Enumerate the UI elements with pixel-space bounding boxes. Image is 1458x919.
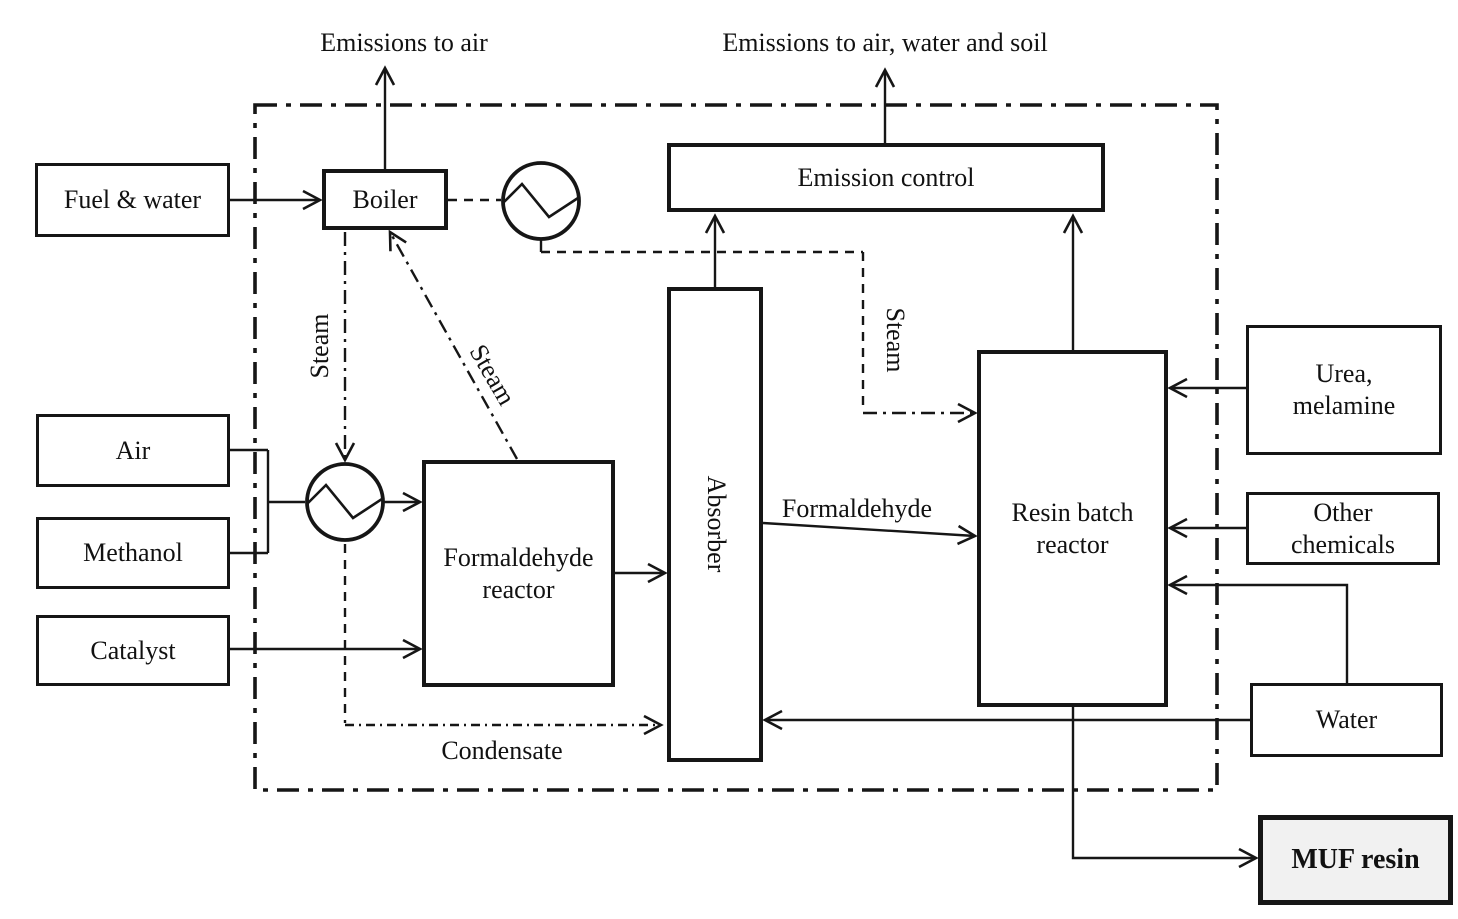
node-formaldehyde-reactor bbox=[422, 460, 615, 687]
node-emission-control bbox=[667, 143, 1105, 212]
feed-heat-exchanger-icon bbox=[307, 464, 383, 540]
node-emission-control-label: Emission control bbox=[797, 162, 975, 192]
node-fuel-water-label: Fuel & water bbox=[63, 185, 202, 215]
formaldehyde-stream-label: Formaldehyde bbox=[781, 494, 933, 523]
node-methanol bbox=[36, 517, 230, 589]
node-formaldehyde-reactor-line1: Formaldehyde bbox=[443, 542, 594, 572]
node-other-chemicals-line1: Other bbox=[1313, 497, 1373, 527]
node-formaldehyde-reactor-line2: reactor bbox=[482, 574, 555, 604]
node-boiler bbox=[322, 169, 448, 230]
node-muf-resin-label: MUF resin bbox=[1291, 843, 1420, 875]
line-reactor-to-muf bbox=[1073, 707, 1256, 858]
node-water-label: Water bbox=[1315, 705, 1378, 735]
node-muf-resin bbox=[1258, 815, 1453, 905]
node-boiler-label: Boiler bbox=[352, 184, 418, 214]
steam-to-feed-hx-label: Steam bbox=[305, 313, 334, 379]
node-methanol-label: Methanol bbox=[83, 538, 183, 568]
node-resin-batch-reactor-line1: Resin batch bbox=[1011, 497, 1134, 527]
node-catalyst bbox=[36, 615, 230, 686]
line-formaldehyde bbox=[763, 523, 975, 536]
node-resin-batch-reactor bbox=[977, 350, 1168, 707]
steam-reactor-to-boiler-label: Steam bbox=[463, 339, 522, 411]
node-urea-melamine-line1: Urea, bbox=[1315, 359, 1373, 389]
condensate-label: Condensate bbox=[441, 736, 563, 765]
node-other-chemicals-line2: chemicals bbox=[1291, 529, 1395, 559]
emissions-to-air-water-soil-label: Emissions to air, water and soil bbox=[722, 28, 1048, 57]
steam-to-resin-reactor-label: Steam bbox=[881, 307, 910, 373]
node-catalyst-label: Catalyst bbox=[90, 635, 176, 665]
line-steam-reactor-to-boiler bbox=[390, 232, 522, 459]
node-resin-batch-reactor-line2: reactor bbox=[1036, 529, 1109, 559]
line-water-to-reactor bbox=[1170, 585, 1347, 683]
boiler-heat-exchanger-icon bbox=[503, 163, 579, 239]
node-fuel-water bbox=[35, 163, 230, 237]
node-air bbox=[36, 414, 230, 487]
node-other-chemicals bbox=[1246, 492, 1440, 565]
node-water bbox=[1250, 683, 1443, 757]
emissions-to-air-label: Emissions to air bbox=[320, 28, 488, 57]
node-urea-melamine-line2: melamine bbox=[1292, 391, 1396, 420]
node-urea-melamine bbox=[1246, 325, 1442, 455]
node-air-label: Air bbox=[115, 435, 151, 465]
node-absorber-label: Absorber bbox=[702, 475, 731, 573]
